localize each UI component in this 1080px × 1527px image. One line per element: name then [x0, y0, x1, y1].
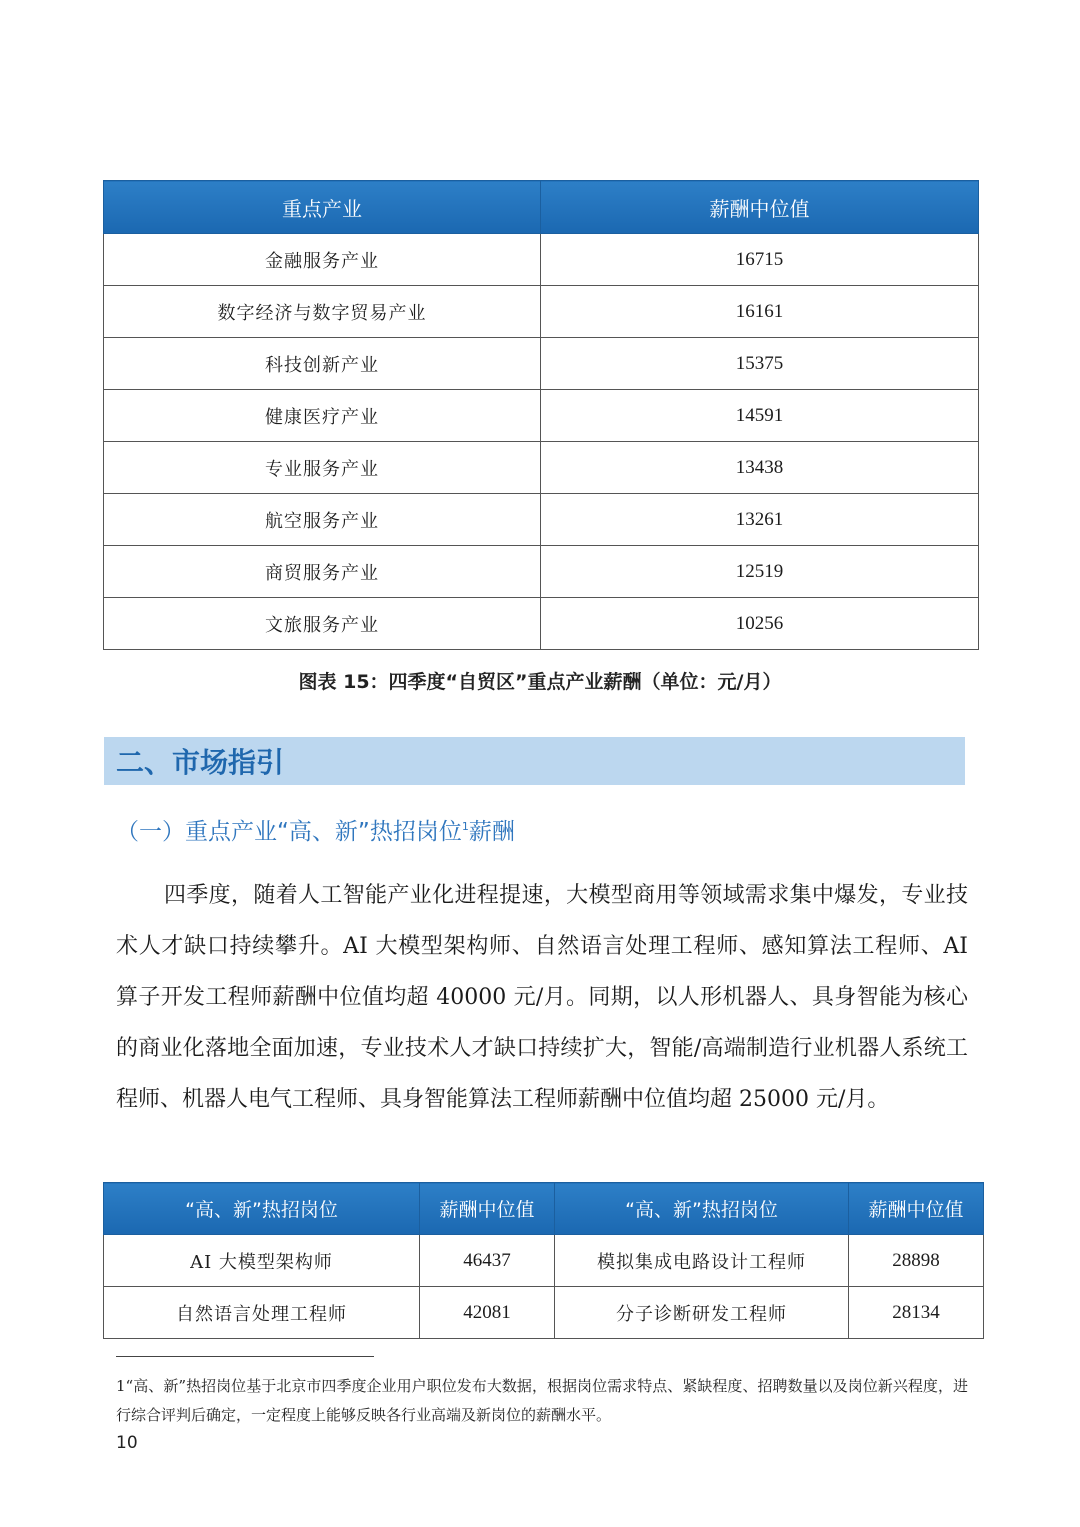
header-job-1: “高、新”热招岗位	[104, 1183, 420, 1235]
salary-value: 10256	[541, 598, 979, 650]
job-name: 模拟集成电路设计工程师	[555, 1235, 849, 1287]
salary-value: 28134	[849, 1287, 984, 1339]
industry-name: 健康医疗产业	[104, 390, 541, 442]
header-job-2: “高、新”热招岗位	[555, 1183, 849, 1235]
table-caption: 图表 15：四季度“自贸区”重点产业薪酬（单位：元/月）	[298, 671, 782, 693]
footnote-divider	[116, 1356, 374, 1357]
table-header-row	[104, 1183, 984, 1235]
salary-value: 16715	[541, 234, 979, 286]
industry-name: 航空服务产业	[104, 494, 541, 546]
footnote: 1“高、新”热招岗位基于北京市四季度企业用户职位发布大数据，根据岗位需求特点、紧缺程度、招聘数量以及岗位新兴程度，进行综合评判后确定，一定程度上能够反映各行业高端及新岗位的薪酬水平。	[116, 1377, 968, 1424]
hot-jobs-table	[103, 1182, 984, 1339]
table-row	[104, 598, 979, 650]
industry-name: 数字经济与数字贸易产业	[104, 286, 541, 338]
job-name: AI 大模型架构师	[104, 1235, 420, 1287]
subsection-title-tail: 薪酬	[468, 819, 515, 845]
salary-value: 14591	[541, 390, 979, 442]
job-name: 自然语言处理工程师	[104, 1287, 420, 1339]
subsection-title	[116, 813, 515, 846]
section-title: 二、市场指引	[116, 746, 285, 779]
table-row	[104, 286, 979, 338]
salary-value: 12519	[541, 546, 979, 598]
table-row	[104, 442, 979, 494]
industry-name: 专业服务产业	[104, 442, 541, 494]
industry-name: 金融服务产业	[104, 234, 541, 286]
salary-value: 16161	[541, 286, 979, 338]
job-name: 分子诊断研发工程师	[555, 1287, 849, 1339]
table-row	[104, 338, 979, 390]
section-header-bar	[104, 737, 965, 785]
footnote-ref: 1	[461, 820, 469, 833]
salary-value: 13261	[541, 494, 979, 546]
header-salary-2: 薪酬中位值	[849, 1183, 984, 1235]
table-row	[104, 234, 979, 286]
salary-value: 13438	[541, 442, 979, 494]
table-row	[104, 494, 979, 546]
industry-salary-table	[103, 180, 979, 650]
header-salary-1: 薪酬中位值	[420, 1183, 555, 1235]
header-industry: 重点产业	[104, 181, 541, 234]
industry-name: 科技创新产业	[104, 338, 541, 390]
table-row	[104, 1235, 984, 1287]
table-row	[104, 1287, 984, 1339]
table-row	[104, 390, 979, 442]
page-number: 10	[116, 1433, 138, 1453]
subsection-title-text: （一）重点产业“高、新”热招岗位	[116, 819, 462, 845]
industry-name: 文旅服务产业	[104, 598, 541, 650]
industry-name: 商贸服务产业	[104, 546, 541, 598]
salary-value: 42081	[420, 1287, 555, 1339]
salary-value: 15375	[541, 338, 979, 390]
table-header-row	[104, 181, 979, 234]
salary-value: 46437	[420, 1235, 555, 1287]
body-paragraph: 四季度，随着人工智能产业化进程提速，大模型商用等领域需求集中爆发，专业技术人才缺口持续攀升。AI 大模型架构师、自然语言处理工程师、感知算法工程师、AI 算子开发工程师薪酬中位值均超 40000 元/月。同期，以人形机器人、具身智能为核心的商业化落地全面加速，专业技术人才缺口持续扩大，智能/高端制造行业机器人系统工程师、机器人电气工程师、具身智能算法工程师薪酬中位值均超 25000 元/月。	[116, 883, 968, 1112]
table-row	[104, 546, 979, 598]
header-salary: 薪酬中位值	[541, 181, 979, 234]
salary-value: 28898	[849, 1235, 984, 1287]
